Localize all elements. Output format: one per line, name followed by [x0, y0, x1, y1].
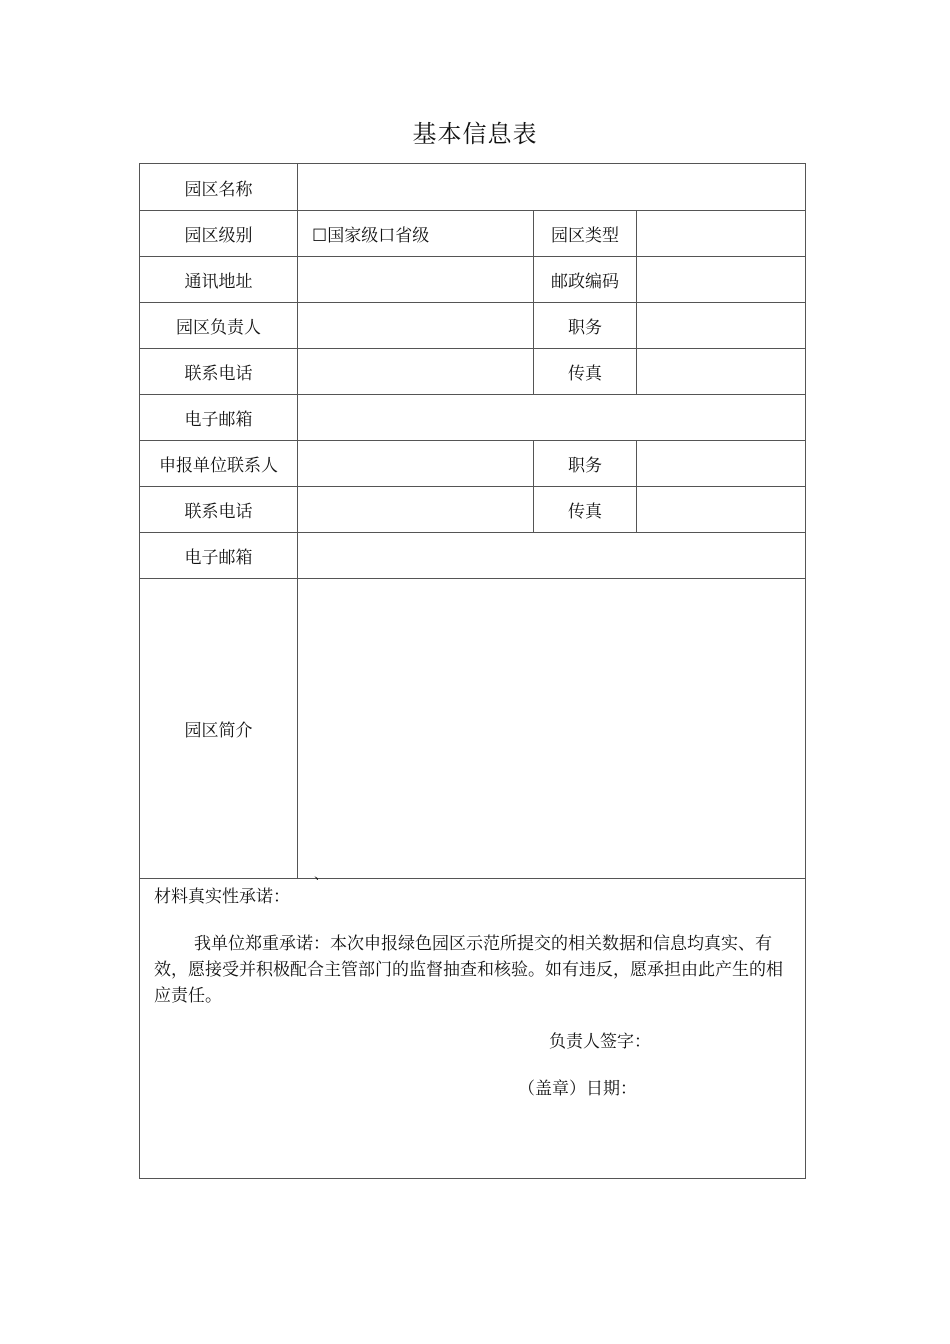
contact-phone-label: 联系电话: [184, 501, 253, 522]
park-level-label: 园区级别: [184, 225, 253, 246]
park-level-options[interactable]: [298, 210, 533, 256]
postcode-label: 邮政编码: [551, 271, 619, 292]
signature-label: 负责人签字：: [549, 1032, 651, 1052]
park-level-options-text: ☐国家级口省级: [312, 225, 430, 246]
contact-person-label: 申报单位联系人: [159, 455, 278, 476]
address-field[interactable]: [298, 256, 533, 302]
contact-position-field[interactable]: [637, 440, 805, 486]
park-intro-field[interactable]: [298, 578, 805, 878]
email-label: 电子邮箱: [184, 409, 253, 430]
contact-email-label: 电子邮箱: [184, 547, 253, 568]
contact-email-field[interactable]: [298, 532, 805, 578]
park-type-field[interactable]: [637, 210, 805, 256]
email-field[interactable]: [298, 394, 805, 440]
fax-label: 传真: [568, 363, 602, 384]
promise-body: 我单位郑重承诺：本次申报绿色园区示范所提交的相关数据和信息均真实、有效，愿接受并积极配合主管部门的监督抽查和核验。如有违反，愿承担由此产生的相应责任。: [154, 934, 783, 1006]
position-field[interactable]: [637, 302, 805, 348]
phone-field[interactable]: [298, 348, 533, 394]
position-label: 职务: [568, 317, 602, 338]
contact-position-label: 职务: [568, 455, 602, 476]
park-type-label: 园区类型: [551, 225, 619, 246]
postcode-field[interactable]: [637, 256, 805, 302]
address-label: 通讯地址: [184, 271, 253, 292]
park-manager-field[interactable]: [298, 302, 533, 348]
park-manager-label: 园区负责人: [176, 317, 261, 338]
contact-person-field[interactable]: [298, 440, 533, 486]
seal-date-label: （盖章）日期：: [518, 1079, 637, 1099]
authenticity-promise-section: [140, 879, 805, 1177]
stray-mark: 、: [314, 867, 328, 883]
basic-info-form: [139, 163, 806, 1179]
fax-field[interactable]: [637, 348, 805, 394]
contact-phone-field[interactable]: [298, 486, 533, 532]
phone-label: 联系电话: [184, 363, 253, 384]
park-intro-label: 园区简介: [184, 720, 253, 741]
page-title: 基本信息表: [412, 120, 538, 148]
contact-fax-label: 传真: [568, 501, 602, 522]
park-name-field[interactable]: [298, 164, 805, 210]
contact-fax-field[interactable]: [637, 486, 805, 532]
park-name-label: 园区名称: [184, 179, 253, 200]
promise-heading: 材料真实性承诺：: [154, 887, 290, 907]
